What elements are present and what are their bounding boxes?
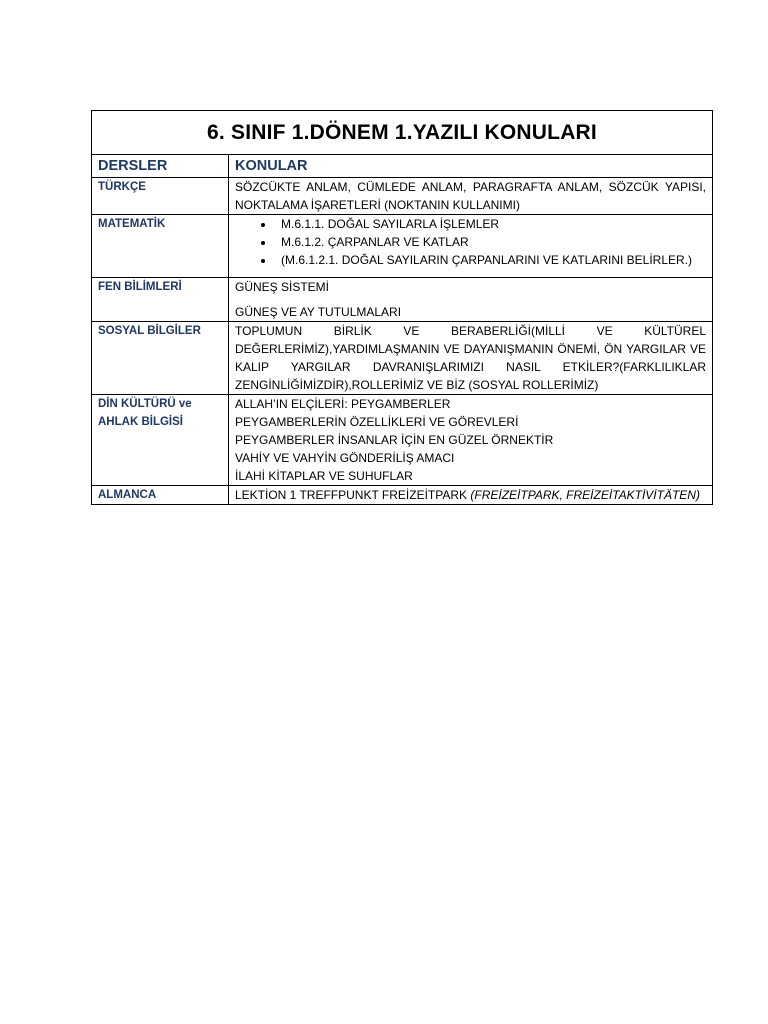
subject-turkce: TÜRKÇE	[92, 178, 229, 215]
subject-din	[92, 395, 229, 486]
topics-fen	[229, 278, 713, 322]
list-item: • M.6.1.2. ÇARPANLAR VE KATLAR	[275, 233, 706, 251]
subject-almanca: ALMANCA	[92, 486, 229, 505]
topics-turkce: SÖZCÜKTE ANLAM, CÜMLEDE ANLAM, PARAGRAFTA ANLAM, SÖZCÜK YAPISI, NOKTALAMA İŞARETLERİ (NOKTANIN KULLANIMI)	[229, 178, 713, 215]
header-row	[92, 155, 713, 178]
topic-line: VAHİY VE VAHYİN GÖNDERİLİŞ AMACI	[235, 451, 455, 465]
topics-table	[91, 110, 713, 505]
table-row-matematik	[92, 215, 713, 278]
subject-din-line2: AHLAK BİLGİSİ	[98, 416, 183, 428]
topic-list	[235, 215, 706, 269]
table-row-fen	[92, 278, 713, 322]
list-item: • M.6.1.1. DOĞAL SAYILARLA İŞLEMLER	[275, 215, 706, 233]
table-row-din	[92, 395, 713, 486]
topics-din	[229, 395, 713, 486]
subject-matematik: MATEMATİK	[92, 215, 229, 278]
table-row-almanca	[92, 486, 713, 505]
header-subjects: DERSLER	[92, 155, 229, 178]
subject-din-line1: DİN KÜLTÜRÜ ve	[98, 398, 192, 410]
table-row-turkce	[92, 178, 713, 215]
list-item: • (M.6.1.2.1. DOĞAL SAYILARIN ÇARPANLARINI VE KATLARINI BELİRLER.)	[275, 251, 706, 269]
topic-line: İLAHİ KİTAPLAR VE SUHUFLAR	[235, 469, 413, 483]
subject-fen: FEN BİLİMLERİ	[92, 278, 229, 322]
topic-line: PEYGAMBERLERİN ÖZELLİKLERİ VE GÖREVLERİ	[235, 415, 519, 429]
topic-line: ALLAH’IN ELÇİLERİ: PEYGAMBERLER	[235, 397, 451, 411]
topics-matematik	[229, 215, 713, 278]
table-row-sosyal	[92, 322, 713, 395]
page-title: 6. SINIF 1.DÖNEM 1.YAZILI KONULARI	[92, 111, 713, 155]
almanca-topics-italic: (FREİZEİTPARK, FREİZEİTAKTİVİTÄTEN)	[470, 488, 700, 502]
topics-almanca	[229, 486, 713, 505]
topic-line: GÜNEŞ SİSTEMİ	[235, 280, 330, 294]
topic-line: GÜNEŞ VE AY TUTULMALARI	[235, 305, 402, 319]
subject-sosyal: SOSYAL BİLGİLER	[92, 322, 229, 395]
title-row	[92, 111, 713, 155]
topic-line: PEYGAMBERLER İNSANLAR İÇİN EN GÜZEL ÖRNEKTİR	[235, 433, 554, 447]
almanca-lesson: LEKTİON 1 TREFFPUNKT FREİZEİTPARK	[235, 488, 468, 502]
header-topics: KONULAR	[229, 155, 713, 178]
topics-sosyal: TOPLUMUN BİRLİK VE BERABERLİĞİ(MİLLİ VE KÜLTÜREL DEĞERLERİMİZ),YARDIMLAŞMANIN VE DAYANIŞMANIN ÖNEMİ, ÖN YARGILAR VE KALIP YARGILAR DAVRANIŞLARIMIZI NASIL ETKİLER?(FARKLILIKLAR ZENGİNLİĞİMİZDİR),ROLLERİMİZ VE BİZ (SOSYAL ROLLERİMİZ)	[229, 322, 713, 395]
